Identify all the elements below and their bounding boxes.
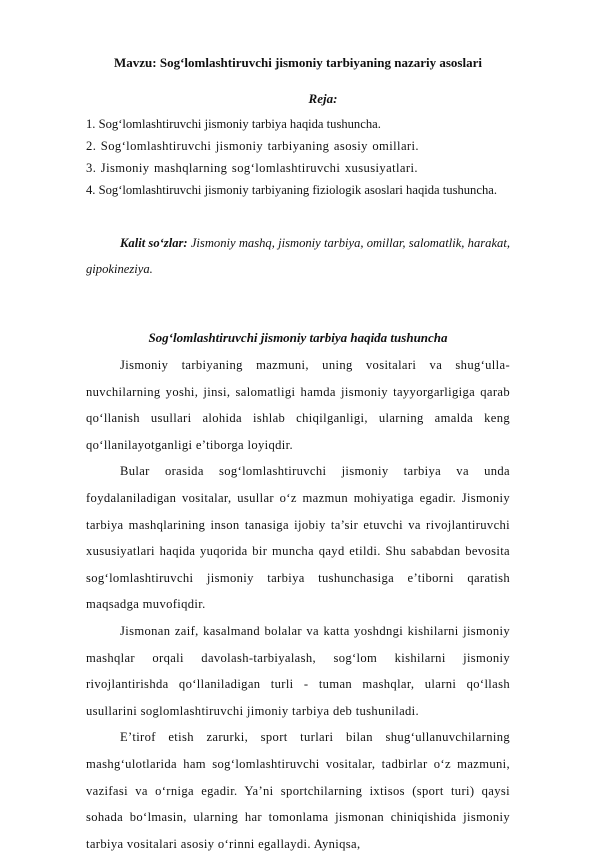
paragraph: Jismoniy tarbiyaning mazmuni, uning vositalari va shug‘ulla-nuvchilarning yoshi, jinsi, salomatligi hamda jismoniy tayyorgarligiga qarab qo‘llanish usullari alohida ishlab chiqilganligi, ularning amalda keng qo‘llanilayotganligi e’tiborga loyiqdir. (86, 358, 510, 452)
plan-item: 2. Sog‘lomlashtiruvchi jismoniy tarbiyaning asosiy omillari. (86, 139, 419, 153)
paragraph: Jismonan zaif, kasalmand bolalar va katta yoshdngi kishilarni jismoniy mashqlar orqali davolash-tarbiyalash, sog‘lom kishilarni jismoniy rivojlantirishda qo‘llaniladigan turli - tuman mashqlar, ularni qo‘llash usullarini soglomlashtiruvchi jimoniy tarbiya deb tushuniladi. (86, 623, 510, 718)
plan-item: 3. Jismoniy mashqlarning sog‘lomlashtiruvchi xususiyatlari. (86, 161, 418, 175)
plan-item: 4. Sog‘lomlashtiruvchi jismoniy tarbiyaning fiziologik asoslari haqida tushuncha. (86, 183, 497, 197)
paragraph: Bular orasida sog‘lomlashtiruvchi jismoniy tarbiya va unda foydalaniladigan vositalar, usullar o‘z mazmun mohiyatiga egadir. Jismoniy tarbiya mashqlarining inson tanasiga ijobiy ta’sir etuvchi va rivojlantiruvchi xususiyatlari haqida yuqorida bir muncha qayd etildi. Shu sababdan bevosita sog‘lomlashtiruvchi jismoniy tarbiya tushunchasiga e’tiborni qaratish maqsadga muvofiqdir. (86, 464, 510, 612)
keywords-label: Kalit so‘zlar: (120, 236, 188, 250)
keywords-paragraph (86, 230, 510, 282)
paragraph: E’tirof etish zarurki, sport turlari bilan shug‘ullanuvchilarning mashg‘ulotlarida ham sog‘lomlashtiruvchi vositalar, tadbirlar o‘z mazmuni, vazifasi va o‘rniga egadir. Ya’ni sportchilarning ixtisos (sport turi) qaysi sohada bo‘lmasin, ularning har tomonlama jismonan chiniqishida jismoniy tarbiya vositalari asosiy o‘rinni egallaydi. Ayniqsa, (86, 730, 510, 851)
keywords-text: Jismoniy mashq, jismoniy tarbiya, omillar, salomatlik, harakat, gipokineziya. (86, 236, 510, 276)
section-heading: Sog‘lomlashtiruvchi jismoniy tarbiya haqida tushuncha (148, 330, 448, 345)
document-title: Mavzu: Sog‘lomlashtiruvchi jismoniy tarbiyaning nazariy asoslari (114, 55, 482, 70)
plan-heading: Reja: (308, 91, 338, 106)
plan-list (86, 113, 546, 201)
plan-item: 1. Sog‘lomlashtiruvchi jismoniy tarbiya haqida tushuncha. (86, 117, 381, 131)
body-text (86, 352, 510, 857)
